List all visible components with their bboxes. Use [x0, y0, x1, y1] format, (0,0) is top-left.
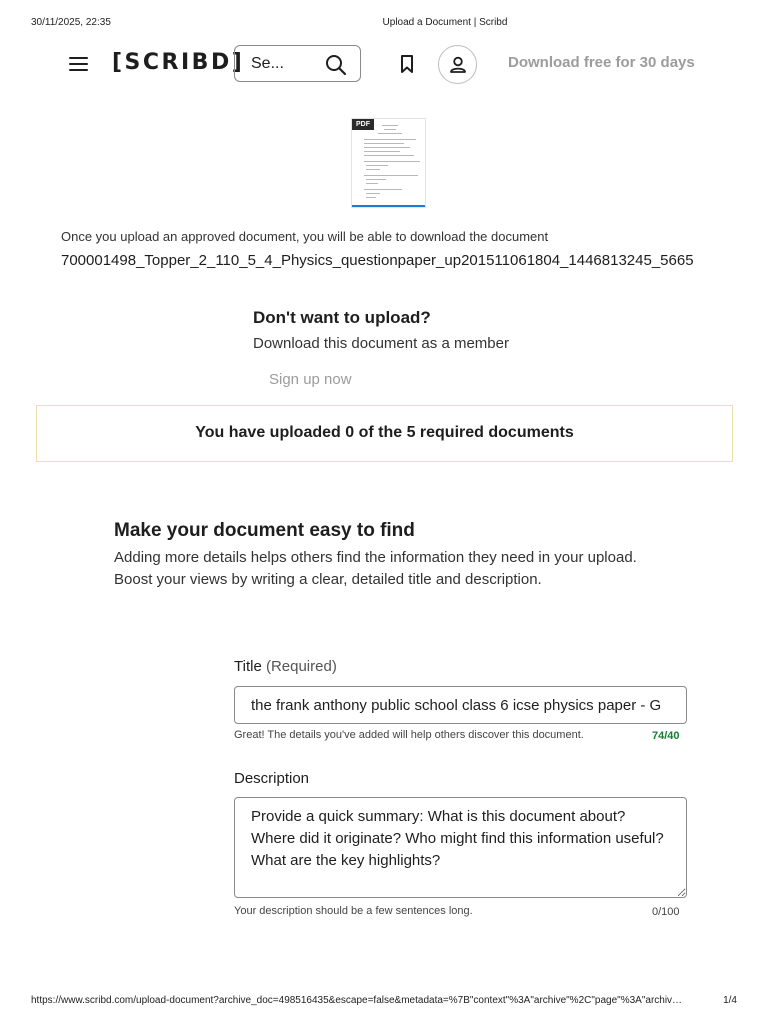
details-heading: Make your document easy to find	[114, 520, 415, 541]
upload-progress-banner	[36, 405, 733, 462]
upload-progress-text: You have uploaded 0 of the 5 required documents	[195, 424, 574, 441]
title-helper-text: Great! The details you've added will help others discover this document.	[234, 729, 584, 741]
print-page-title: Upload a Document | Scribd	[382, 17, 508, 28]
top-navigation	[0, 44, 768, 84]
search-input-text: Se...	[251, 55, 284, 72]
scribd-logo[interactable]: [SCRIBD]	[112, 50, 245, 75]
no-upload-heading: Don't want to upload?	[253, 308, 431, 327]
print-datetime: 30/11/2025, 22:35	[31, 17, 111, 28]
print-footer	[0, 995, 768, 1009]
hamburger-menu-icon[interactable]	[66, 54, 90, 74]
title-label-text: Title	[234, 658, 262, 675]
print-page-number: 1/4	[723, 995, 737, 1006]
account-button[interactable]	[438, 45, 477, 84]
no-upload-subtitle: Download this document as a member	[253, 335, 509, 352]
bookmark-icon[interactable]	[398, 54, 416, 74]
details-description-line-1: Adding more details helps others find the information they need in your upload.	[114, 549, 637, 566]
title-required-text: (Required)	[265, 658, 337, 675]
description-character-counter: 0/100	[652, 906, 680, 918]
search-icon[interactable]	[325, 54, 347, 76]
download-free-trial-link[interactable]: Download free for 30 days	[508, 54, 695, 71]
title-input[interactable]	[234, 686, 687, 724]
document-file-name: 700001498_Topper_2_110_5_4_Physics_questionpaper_up201511061804_1446813245_5665	[61, 252, 694, 269]
approved-document-note: Once you upload an approved document, you will be able to download the document	[61, 229, 549, 244]
pdf-badge: PDF	[352, 119, 374, 130]
search-input[interactable]	[234, 45, 361, 82]
title-label	[234, 658, 337, 675]
sign-up-button[interactable]: Sign up now	[269, 371, 352, 388]
description-textarea[interactable]	[234, 797, 687, 898]
description-helper-text: Your description should be a few sentences long.	[234, 905, 473, 917]
user-icon	[448, 55, 468, 75]
description-label: Description	[234, 770, 310, 787]
print-header	[0, 17, 768, 31]
details-description-line-2: Boost your views by writing a clear, detailed title and description.	[114, 571, 542, 588]
print-url: https://www.scribd.com/upload-document?archive_doc=498516435&escape=false&metadata=%7B"context"%3A"archive"%2C"page"%3A"archiv…	[31, 995, 683, 1006]
title-character-counter: 74/40	[652, 730, 680, 742]
document-thumbnail	[351, 118, 426, 208]
